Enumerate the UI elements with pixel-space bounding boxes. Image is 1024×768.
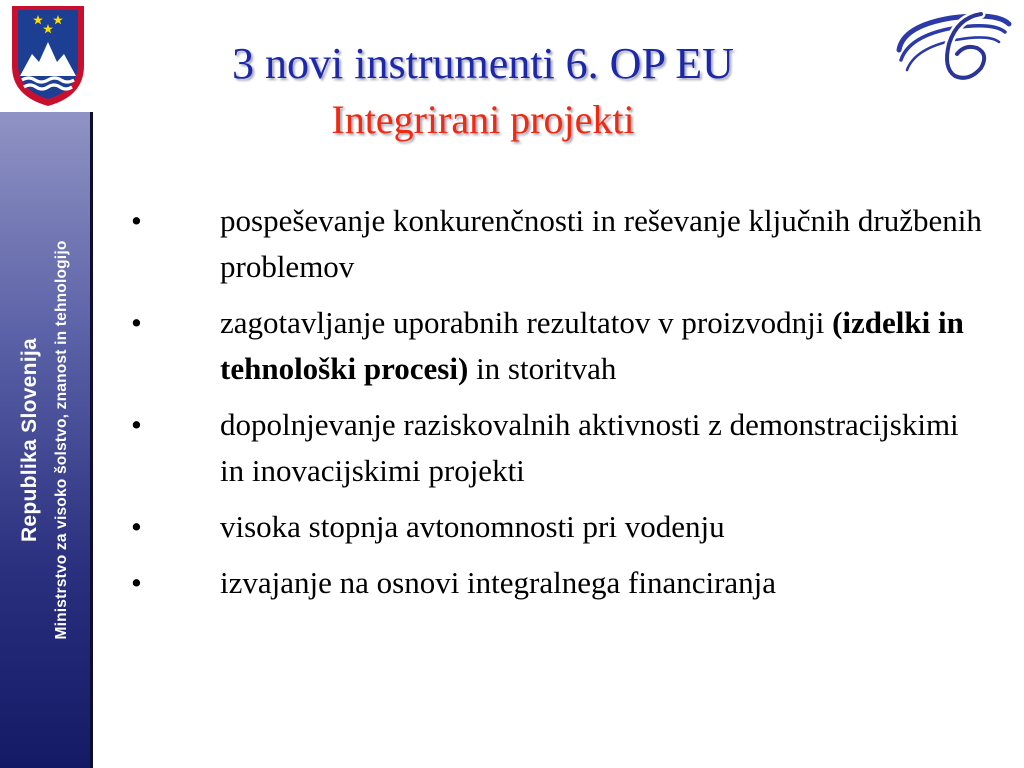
bullet-icon: • bbox=[131, 565, 142, 600]
bullet-text: izvajanje na osnovi integralnega financiranja bbox=[220, 565, 777, 600]
slide-subtitle: Integrirani projekti bbox=[331, 97, 635, 142]
bullet-item bbox=[125, 560, 985, 606]
bullet-text: dopolnjevanje raziskovalnih aktivnosti z demonstracijskimi in inovacijskimi projekti bbox=[220, 407, 959, 488]
bullet-item bbox=[125, 402, 985, 494]
bullet-list bbox=[125, 198, 985, 616]
slovenia-coat-of-arms-icon bbox=[8, 4, 88, 108]
bullet-icon: • bbox=[131, 509, 142, 544]
fp6-logo-icon bbox=[893, 8, 1015, 86]
country-name: Republika Slovenija bbox=[18, 337, 41, 543]
bullet-icon: • bbox=[131, 305, 142, 340]
ministry-name: Ministrstvo za visoko šolstvo, znanost in tehnologijo bbox=[53, 240, 70, 640]
bullet-text-bold: (izdelki in tehnološki procesi) bbox=[220, 305, 964, 386]
bullet-text: pospeševanje konkurenčnosti in reševanje ključnih družbenih problemov bbox=[220, 203, 982, 284]
bullet-text: in storitvah bbox=[468, 351, 617, 386]
bullet-text: visoka stopnja avtonomnosti pri vodenju bbox=[220, 509, 725, 544]
slide-title: 3 novi instrumenti 6. OP EU bbox=[232, 39, 734, 88]
bullet-item bbox=[125, 198, 985, 290]
sidebar-text bbox=[17, 240, 73, 639]
sidebar-band bbox=[0, 112, 93, 768]
bullet-icon: • bbox=[131, 407, 142, 442]
bullet-icon: • bbox=[131, 203, 142, 238]
bullet-item bbox=[125, 300, 985, 392]
bullet-text: zagotavljanje uporabnih rezultatov v proizvodnji bbox=[220, 305, 833, 340]
bullet-item bbox=[125, 504, 985, 550]
